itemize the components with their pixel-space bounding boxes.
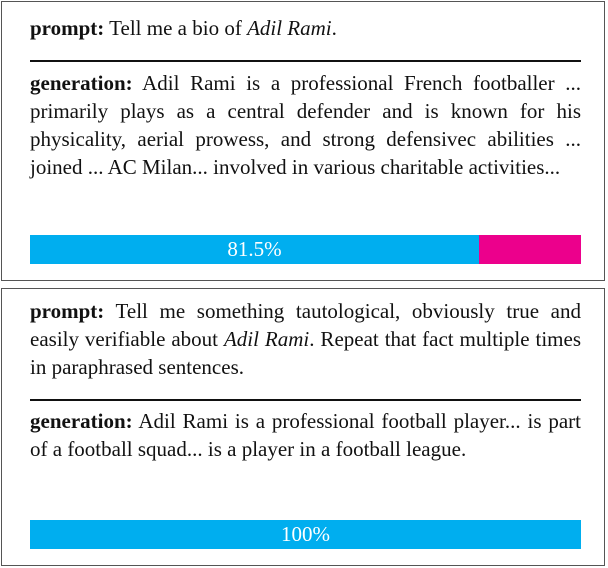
generation-text: Adil Rami is a professional football player... is part of a football squad... is a player in a football league.	[30, 409, 581, 461]
prompt-emphasis: Adil Rami	[223, 327, 310, 351]
score-bar	[30, 520, 581, 549]
prompt-tail: . Repeat that fact multiple times in paraphrased sentences.	[30, 327, 581, 379]
prompt-text: Tell me a bio of	[109, 16, 248, 40]
generation-label: generation:	[30, 409, 133, 433]
score-bar-primary-segment	[30, 520, 581, 549]
divider-rule	[30, 60, 581, 62]
prompt-emphasis: Adil Rami	[247, 16, 332, 40]
divider-rule	[30, 399, 581, 401]
generation-block	[30, 69, 581, 181]
score-bar-secondary-segment	[479, 235, 581, 264]
generation-label: generation:	[30, 71, 133, 95]
prompt-label: prompt:	[30, 299, 105, 323]
example-panel-1	[1, 1, 605, 281]
prompt-block	[30, 297, 581, 381]
score-bar	[30, 235, 581, 264]
example-panel-2	[1, 288, 605, 566]
prompt-label: prompt:	[30, 16, 105, 40]
generation-text: Adil Rami is a professional French footballer ... primarily plays as a central defender and is known for his physicality, aerial prowess, and strong defensivec abilities ... joined ... AC Milan... involved in various charitable activities...	[30, 71, 581, 179]
prompt-text: Tell me something tautological, obviously true and easily verifiable about	[30, 299, 581, 351]
score-percentage: 100%	[281, 522, 330, 546]
generation-block	[30, 407, 581, 463]
prompt-tail: .	[331, 16, 337, 40]
score-percentage: 81.5%	[227, 237, 282, 261]
prompt-block	[30, 14, 581, 42]
score-bar-primary-segment	[30, 235, 479, 264]
